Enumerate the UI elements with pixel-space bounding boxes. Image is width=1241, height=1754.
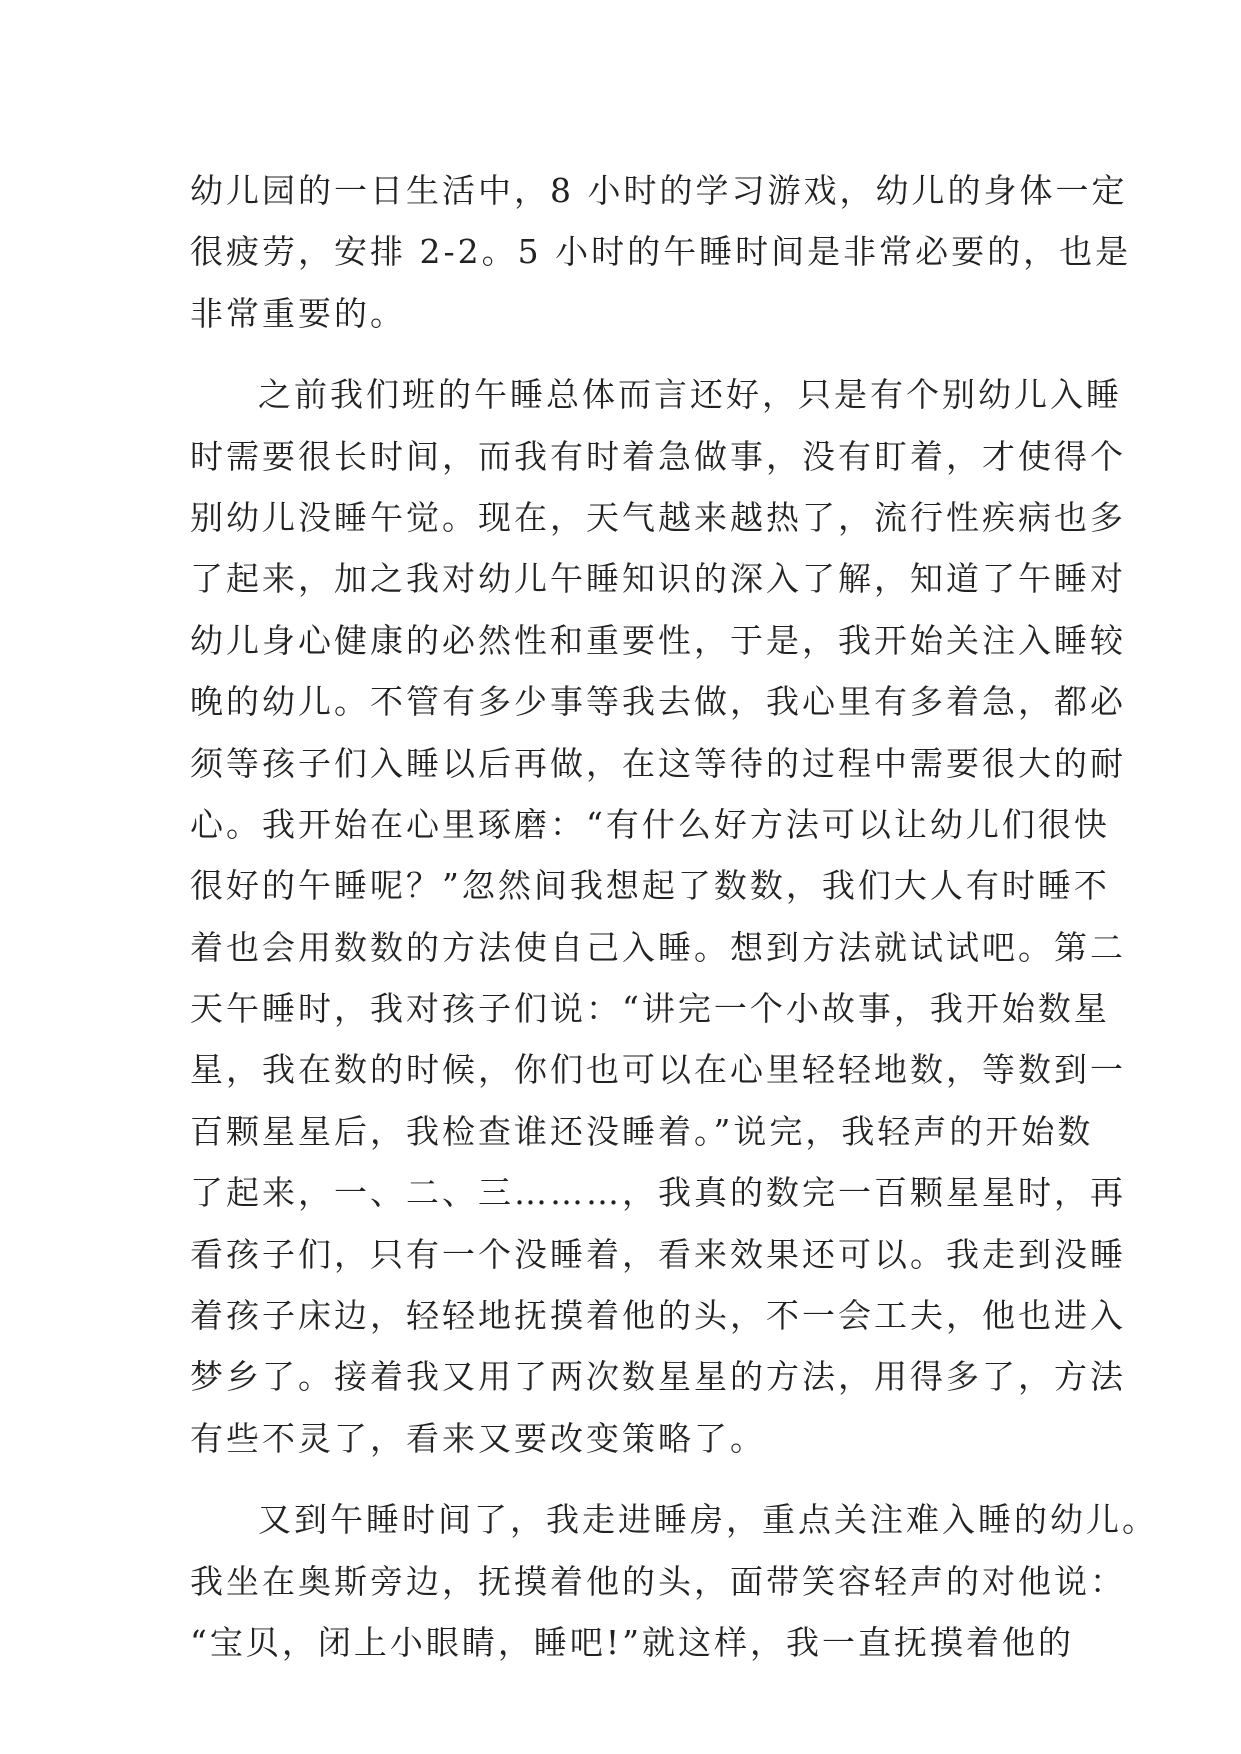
text-line: 又到午睡时间了，我走进睡房，重点关注难入睡的幼儿。 <box>258 1500 1158 1540</box>
text-line: 须等孩子们入睡以后再做，在这等待的过程中需要很大的耐 <box>190 743 1126 783</box>
text-line: 星，我在数的时候，你们也可以在心里轻轻地数，等数到一 <box>190 1050 1126 1090</box>
text-line: 了起来，一、二、三………，我真的数完一百颗星星时，再 <box>190 1173 1126 1213</box>
text-line: “宝贝，闭上小眼睛，睡吧!”就这样，我一直抚摸着他的 <box>190 1622 1075 1662</box>
paragraph <box>190 160 1132 344</box>
paragraph <box>190 1489 1158 1673</box>
document-body <box>190 160 1158 1673</box>
text-line: 很疲劳，安排 2-2。5 小时的午睡时间是非常必要的，也是 <box>190 232 1132 272</box>
paragraph <box>190 364 1126 1469</box>
text-line: 时需要很长时间，而我有时着急做事，没有盯着，才使得个 <box>190 436 1126 476</box>
text-line: 天午睡时，我对孩子们说：“讲完一个小故事，我开始数星 <box>190 989 1110 1029</box>
text-line: 心。我开始在心里琢磨：“有什么好方法可以让幼儿们很快 <box>190 804 1110 844</box>
text-line: 着也会用数数的方法使自己入睡。想到方法就试试吧。第二 <box>190 927 1126 967</box>
text-line: 晚的幼儿。不管有多少事等我去做，我心里有多着急，都必 <box>190 682 1126 722</box>
text-line: 之前我们班的午睡总体而言还好，只是有个别幼儿入睡 <box>258 375 1122 415</box>
text-line: 梦乡了。接着我又用了两次数星星的方法，用得多了，方法 <box>190 1357 1126 1397</box>
text-line: 了起来，加之我对幼儿午睡知识的深入了解，知道了午睡对 <box>190 559 1126 599</box>
text-line: 百颗星星后，我检查谁还没睡着。”说完，我轻声的开始数 <box>190 1111 1094 1151</box>
text-line: 非常重要的。 <box>190 293 406 333</box>
text-line: 我坐在奥斯旁边，抚摸着他的头，面带笑容轻声的对他说： <box>190 1561 1126 1601</box>
text-line: 很好的午睡呢？”忽然间我想起了数数，我们大人有时睡不 <box>190 866 1110 906</box>
text-line: 着孩子床边，轻轻地抚摸着他的头，不一会工夫，他也进入 <box>190 1296 1126 1336</box>
text-line: 幼儿身心健康的必然性和重要性，于是，我开始关注入睡较 <box>190 620 1126 660</box>
text-line: 别幼儿没睡午觉。现在，天气越来越热了，流行性疾病也多 <box>190 497 1126 537</box>
text-line: 看孩子们，只有一个没睡着，看来效果还可以。我走到没睡 <box>190 1234 1126 1274</box>
text-line: 幼儿园的一日生活中，8 小时的学习游戏，幼儿的身体一定 <box>190 171 1128 210</box>
text-line: 有些不灵了，看来又要改变策略了。 <box>190 1418 766 1458</box>
